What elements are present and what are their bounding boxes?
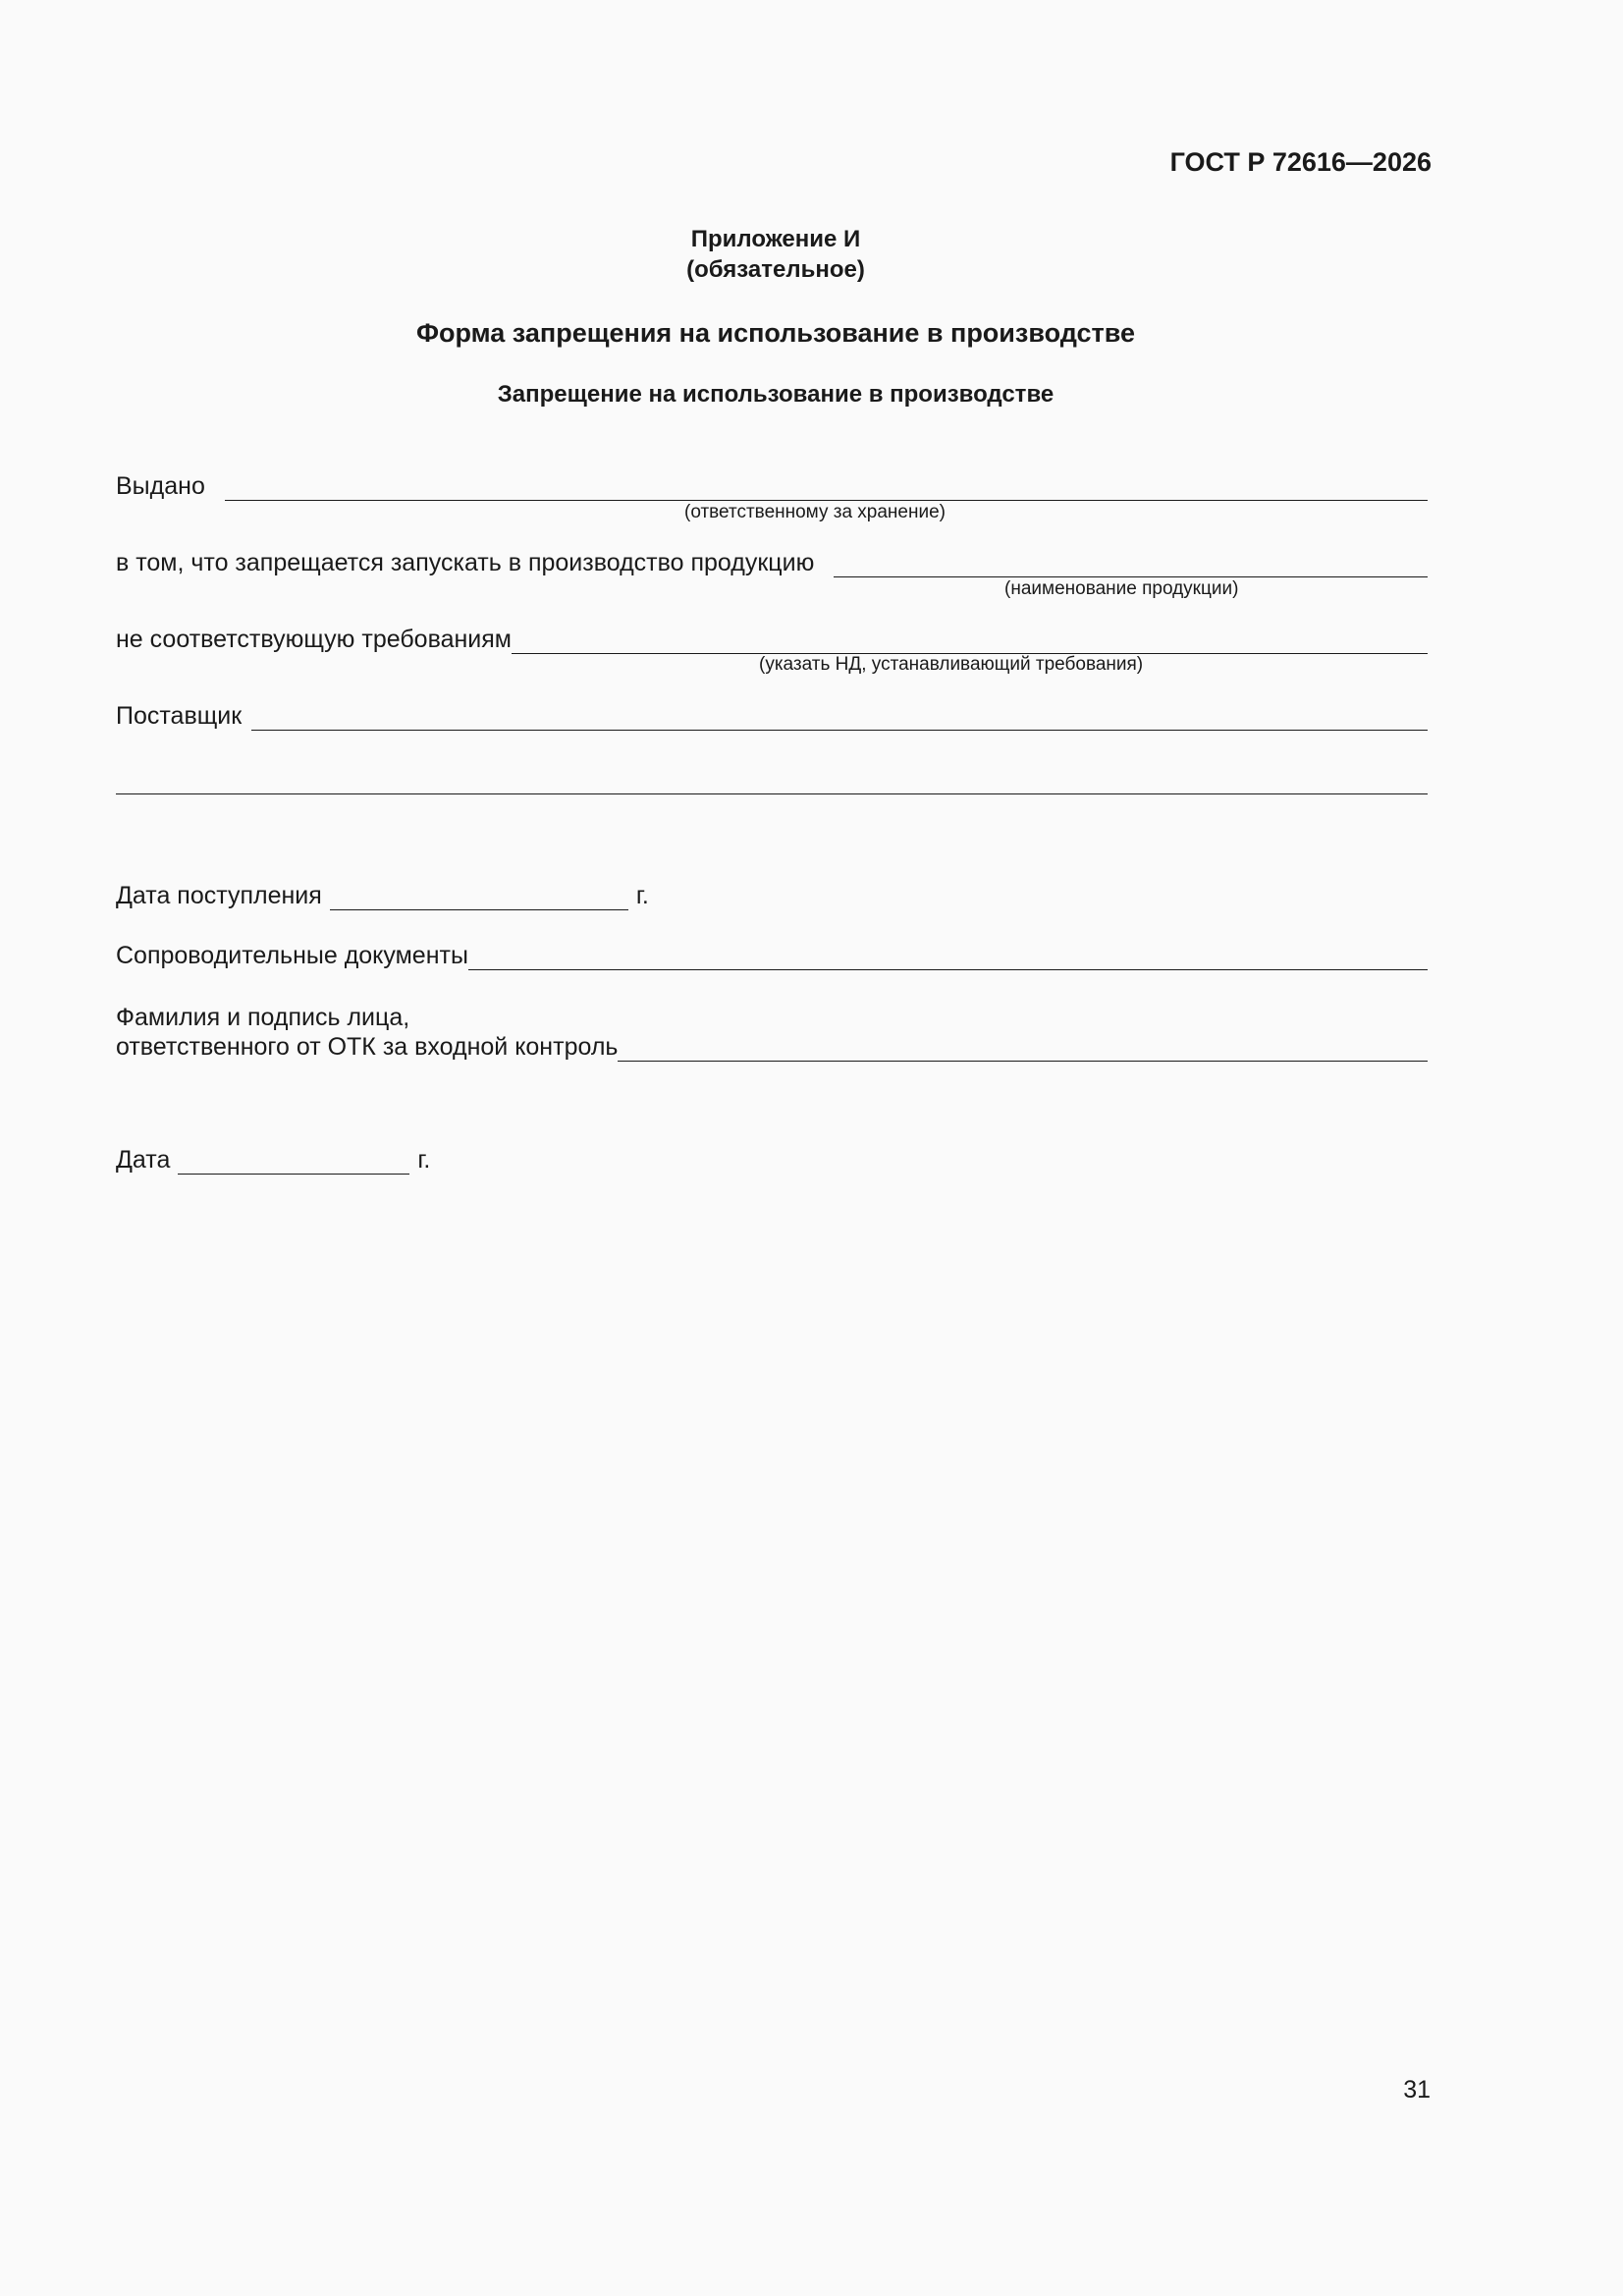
- supplier-field[interactable]: [251, 704, 1428, 731]
- date-row: [116, 1145, 1428, 1175]
- product-field[interactable]: [834, 551, 1428, 577]
- arrival-date-label: Дата поступления: [116, 882, 322, 909]
- appendix-title: Приложение И: [690, 226, 861, 252]
- appendix-status: (обязательное): [686, 256, 865, 283]
- supplier-row: [116, 701, 1428, 731]
- requirements-field[interactable]: [512, 628, 1428, 654]
- responsible-label-line1: Фамилия и подпись лица,: [116, 1004, 410, 1031]
- documents-field[interactable]: [468, 944, 1428, 970]
- product-row: [116, 548, 1428, 577]
- arrival-date-row: [116, 881, 1428, 910]
- responsible-label-row-1: [116, 1003, 1428, 1032]
- date-year-suffix: г.: [417, 1146, 431, 1174]
- arrival-year-suffix: г.: [635, 882, 649, 909]
- forbidden-label: в том, что запрещается запускать в производство продукцию: [116, 549, 815, 576]
- requirements-row: [116, 625, 1428, 654]
- arrival-date-field[interactable]: [330, 884, 628, 910]
- requirements-caption: (указать НД, устанавливающий требования): [759, 654, 1144, 675]
- issued-label: Выдано: [116, 472, 205, 500]
- responsible-label-line2: ответственного от ОТК за входной контроль: [116, 1033, 619, 1061]
- form-title: Форма запрещения на использование в производстве: [416, 318, 1135, 348]
- page-number: 31: [1403, 2076, 1431, 2104]
- responsible-row: [116, 1032, 1428, 1062]
- issued-row: [116, 471, 1428, 501]
- documents-row: [116, 941, 1428, 970]
- supplier-field-continuation[interactable]: [116, 793, 1428, 794]
- issued-field[interactable]: [225, 474, 1428, 501]
- document-code: ГОСТ Р 72616—2026: [1169, 147, 1432, 177]
- documents-label: Сопроводительные документы: [116, 942, 468, 969]
- date-label: Дата: [116, 1146, 171, 1174]
- issued-caption: (ответственному за хранение): [684, 502, 946, 522]
- responsible-field[interactable]: [618, 1035, 1428, 1062]
- form-subtitle: Запрещение на использование в производстве: [497, 381, 1055, 408]
- product-caption: (наименование продукции): [1004, 578, 1239, 599]
- date-field[interactable]: [178, 1148, 409, 1175]
- supplier-label: Поставщик: [116, 702, 243, 730]
- noncompliant-label: не соответствующую требованиям: [116, 626, 512, 653]
